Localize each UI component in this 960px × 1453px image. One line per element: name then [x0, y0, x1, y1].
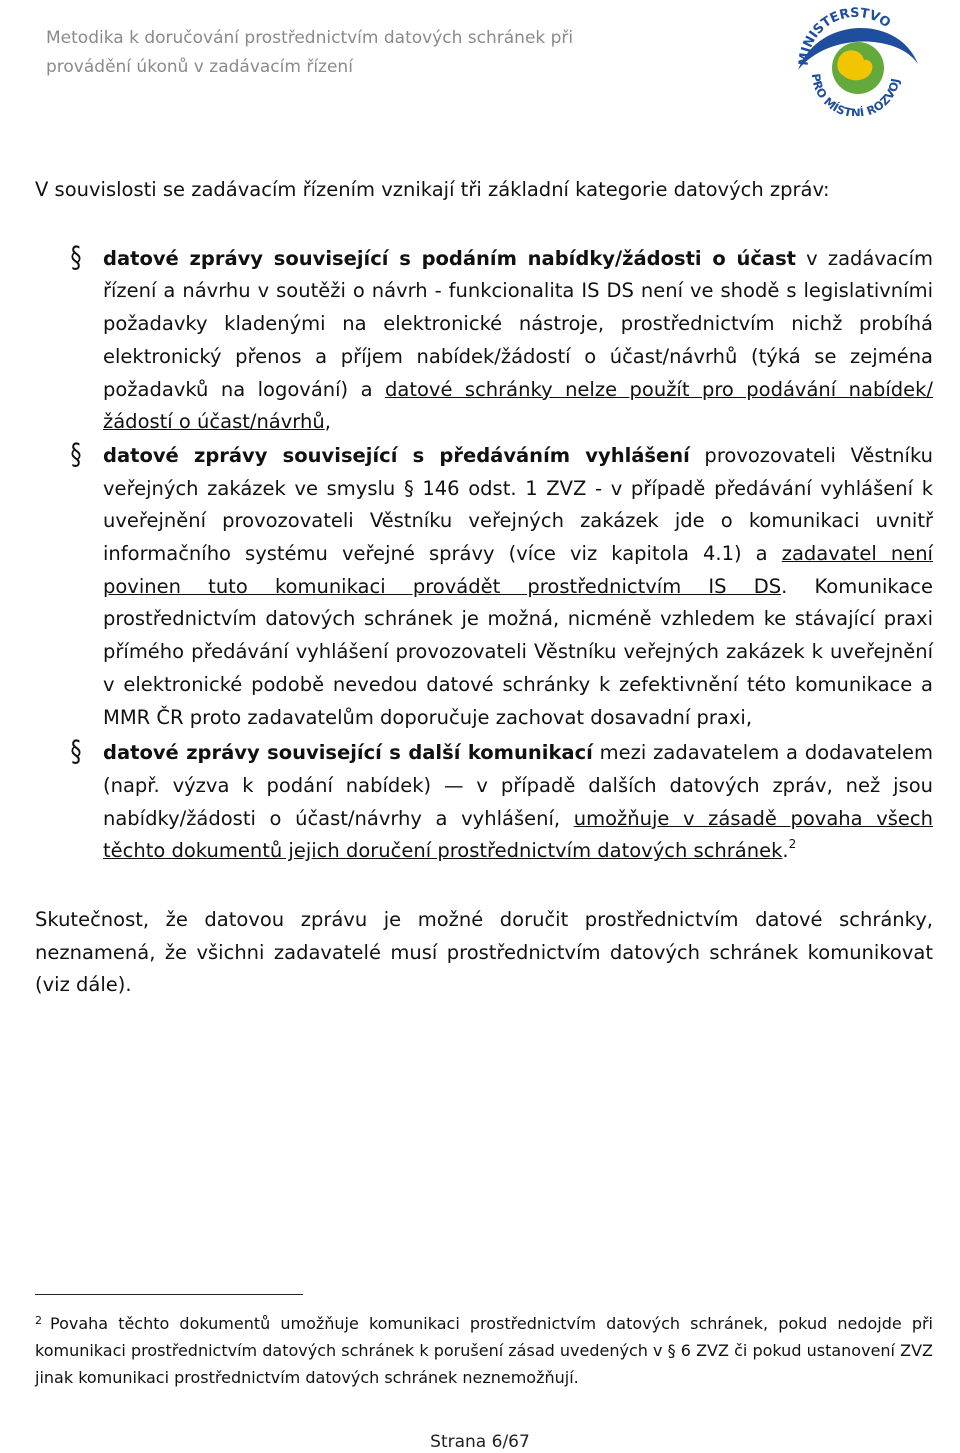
- header-line-1: Metodika k doručování prostřednictvím datových schránek při: [46, 28, 574, 48]
- category-title-2: datové zprávy související s předáváním vyhlášení: [103, 443, 690, 467]
- ministry-logo: [778, 6, 928, 116]
- header-line-2: provádění úkonů v zadávacím řízení: [46, 57, 353, 77]
- running-header: [46, 24, 686, 82]
- footnote-reference[interactable]: 2: [788, 837, 797, 852]
- category-end-1: ,: [324, 410, 331, 434]
- section-bullet-icon: §: [70, 438, 82, 472]
- category-end-3: .: [782, 839, 789, 863]
- intro-paragraph: V souvislosti se zadávacím řízením vznikají tři základní kategorie datových zpráv:: [35, 178, 830, 201]
- footnote-number: 2: [35, 1314, 42, 1327]
- category-title-1: datové zprávy související s podáním nabídky/žádosti o účast: [103, 246, 797, 270]
- category-text-1: v zadávacím řízení a návrhu v soutěži o návrh - funkcionalita IS DS není ve shodě s legislativními požadavky kladenými na elektronické nástroje, prostřednictvím nichž probíhá elektronický přenos a příjem nabídek/žádostí o účast/návrhů (týká se zejména požadavků na logování) a: [103, 246, 933, 401]
- category-text-2: provozovateli Věstníku veřejných zakázek ve smyslu § 146 odst. 1 ZVZ - v případě předávání vyhlášení k uveřejnění provozovateli Věstníku veřejných zakázek jde o komunikaci uvnitř informačního systému veřejné správy (více viz kapitola 4.1) a: [103, 443, 933, 566]
- footnote-separator: [35, 1294, 303, 1295]
- logo-text-bottom: PRO MÍSTNÍ ROZVOJ: [808, 72, 903, 116]
- list-item: [35, 440, 933, 734]
- category-emphasis-1: datové schránky nelze použít pro podávání nabídek/žádostí o účast/návrhů: [103, 377, 933, 434]
- logo-text-top: MINISTERSTVO: [796, 6, 894, 67]
- main-content: [35, 174, 933, 1022]
- page-number: Strana 6/67: [430, 1432, 530, 1452]
- category-list: [35, 243, 933, 868]
- category-text-2b: . Komunikace prostřednictvím datových schránek je možná, nicméně vzhledem ke stávající praxi přímého předávání vyhlášení provozovateli Věstníku veřejných zakázek k uveřejnění v elektronické podobě nevedou datové schránky k zefektivnění této komunikace a MMR ČR proto zadavatelům doporučuje zachovat dosavadní praxi,: [103, 574, 933, 729]
- category-title-3: datové zprávy související s další komunikací: [103, 741, 593, 765]
- ministry-logo-icon: [778, 6, 928, 116]
- footnote-text: Povaha těchto dokumentů umožňuje komunikaci prostřednictvím datových schránek, pokud nedojde při komunikaci prostřednictvím datových schránek k porušení zásad uvedených v § 6 ZVZ či pokud ustanovení ZVZ jinak komunikaci prostřednictvím datových schránek neznemožňují.: [35, 1314, 933, 1387]
- closing-paragraph: Skutečnost, že datovou zprávu je možné doručit prostřednictvím datové schránky, neznamená, že všichni zadavatelé musí prostřednictvím datových schránek komunikovat (viz dále).: [35, 908, 933, 997]
- category-text-3: mezi zadavatelem a dodavatelem (např. výzva k podání nabídek) — v případě dalších datových zpráv, než jsou nabídky/žádosti o účast/návrhy a vyhlášení,: [103, 741, 934, 830]
- category-emphasis-3: umožňuje v zásadě povaha všech těchto dokumentů jejich doručení prostřednictvím datových schránek: [103, 806, 933, 863]
- list-item: [35, 737, 933, 868]
- section-bullet-icon: §: [70, 735, 82, 770]
- footnote: [35, 1310, 933, 1391]
- list-item: [35, 243, 933, 439]
- category-emphasis-2: zadavatel není povinen tuto komunikaci provádět prostřednictvím IS DS: [103, 542, 933, 598]
- section-bullet-icon: §: [70, 241, 82, 275]
